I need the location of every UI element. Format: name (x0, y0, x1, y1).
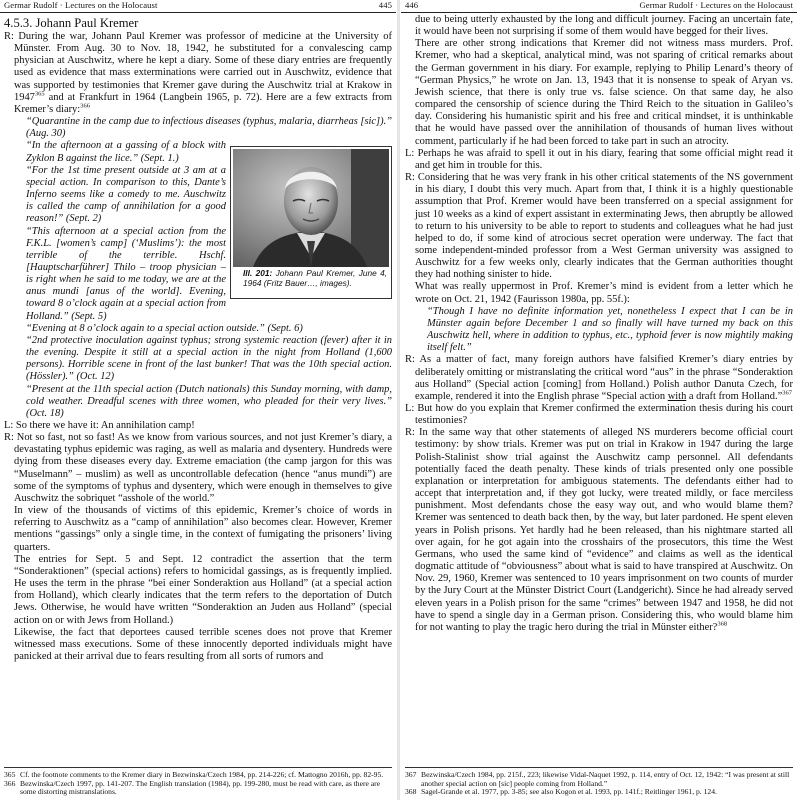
diary-quote: “In the afternoon at a gassing of a block with Zyklon B against the lice.” (Sept. 1.) (26, 140, 226, 164)
right-page-number: 446 (405, 0, 419, 10)
diary-quote: “Present at the 11th special action (Dutch nationals) this Sunday morning, with damp, cold weather. Dreadful scenes with three women, who pleaded for their very lives.” (Oct. 18) (26, 383, 392, 419)
left-page (0, 0, 396, 800)
diary-quote: “For the 1st time present outside at 3 am at a special action. In comparison to this, Dante’s Inferno seems like a comedy to me. Auschwitz is called the camp of annihilation for a good reason!” (Sept. 2) (26, 164, 226, 225)
right-body (405, 14, 793, 800)
right-page (401, 0, 797, 800)
body-paragraph: Likewise, the fact that deportees caused terrible scenes does not prove that Kremer witnessed mass executions. Some of these innocently deported individuals might have panicked at their arrival due to fears resulting from all sorts of rumors and (14, 626, 392, 662)
footnote-ref[interactable]: 366 (80, 102, 90, 110)
figure-caption: Ill. 201: Johann Paul Kremer, June 4, 1964 (Fritz Bauer…, images). (243, 268, 387, 288)
diary-quote: “This afternoon at a special action from the F.K.L. [women’s camp] (‘Muslims’): the most terrible of the terrible. Hschf. [Hauptscharführer] Thilo – troop physician – is right when he said to me today, we are at the anus mundi [anus of the world]. Evening, toward 8 o’clock again at a special action from Holland.” (Sept. 5) (26, 225, 226, 322)
body-paragraph: The entries for Sept. 5 and Sept. 12 contradict the assertion that the term “Sonderaktionen” (special actions) refers to homicidal gassings, as is frequently implied. He uses the term in the phrase “bei einer Sonderaktion aus Holland” (at a special action from Holland), which clearly indicates that the term refers to the deportation of Dutch Jews. Otherwise, he would have written “Sonderaktion an Juden aus Holland” (special action on or with Jews from Holland.) (14, 553, 392, 626)
diary-quote: “Evening at 8 o’clock again to a special action outside.” (Sept. 6) (26, 322, 303, 334)
right-header-title: Germar Rudolf · Lectures on the Holocaust (639, 0, 793, 10)
footnote: 366 Bezwinska/Czech 1997, pp. 141-207. The English translation (1984), pp. 199-280, must be read with care, as there are some distorting mistranslations. (4, 778, 381, 797)
footnote: 367 Bezwinska/Czech 1984, pp. 215f., 223; likewise Vidal-Naquet 1992, p. 114, entry of Oct. 12, 1942: “I was present at still another special action on [sic] people coming from Holland.” (405, 770, 790, 788)
speaker-paragraph: R: During the war, Johann Paul Kremer was professor of medicine at the University of Münster. From Aug. 30 to Nov. 18, 1942, he substituted for a convalescing camp physician at Auschwitz, where he kept a diary. Some of these diary entries are frequently used as evidence that mass exterminations were carried out in Auschwitz, evidence that was supported by testimonies that Kremer gave during the Auschwitz trial at Krakow in 1947$^{365}$ and at Frankfurt in 1964 (Langbein 1965, p. 72). Here are a few extracts from Kremer’s diary:$^{366}$ (4, 31, 392, 115)
diary-quote: “Quarantine in the camp due to infectious diseases (typhus, malaria, diarrheas [sic]).” (Aug. 30) (26, 116, 392, 140)
footnote-ref[interactable]: 367 (782, 389, 792, 397)
book-gutter (397, 0, 400, 800)
portrait-photo (233, 149, 389, 267)
speaker-paragraph: L: So there we have it: An annihilation camp! (4, 420, 195, 431)
footnote-ref[interactable]: 365 (34, 90, 45, 98)
speaker-paragraph: R: In the same way that other statements of alleged NS murderers become official court testimony: by show trials. Kremer was put on trial in Krakow in 1947 during the large Polish-Stalinist show trial against the Auschwitz camp personnel. All defendants potentially faced the death penalty. These kinds of trials presented only one possible explanation or interpretation for ambiguous statements. The defendants either had to accept that interpretation and, if they got lucky, were treated mildly, or face merciless punishment. Most defendants chose the easy way out, and who would blame them? Kremer was sentenced to death back then, by the way, but later pardoned. He spent eleven years in Polish prisons. Yet hardly had he been released, than his nightmare started all over again, for he got again into the crosshairs of the prosecutors, this time the West Germans, who used the same kind of “evidence” and claims as well as the identical dogmatic attitude of “obviousness” about what is said to have transpired at Auschwitz. On Nov. 29, 1960, Kremer was sentenced to 10 years imprisonment on two counts of murder by the Jury Court at the Münster District Court (Landgericht). Since he had already served eleven years in a Polish prison for the same “crimes” between 1947 and 1958, he did not have to spend a single day in a German prison. Considering this, who would blame him for not wanting to play the tragic hero during the trial in Münster either?$^{368}$ (405, 427, 794, 633)
footnote: 368 Sagel-Grande et al. 1977, pp. 3-85; see also Kogon et al. 1993, pp. 141f.; Reitlinger 1961, p. 124. (405, 787, 717, 797)
diary-quote: “2nd protective inoculation against typhus; strong systemic reaction (fever) after it in the evening. Despite it still at a special action in the night from Holland (1,600 persons). Horrible scene in front of the last bunker! That was the 10th special action. (Hössler).” (Oct. 12) (26, 334, 392, 383)
speaker-paragraph: L: Perhaps he was afraid to spell it out in his diary, fearing that some official might read it and get him in trouble for this. (405, 147, 793, 171)
left-page-number: 445 (378, 0, 392, 10)
body-paragraph: due to being utterly exhausted by the long and difficult journey. Facing an uncertain fate, it would have been not surprising if some of them would have begged for their lives. (415, 14, 793, 38)
footnote-ref[interactable]: 368 (717, 620, 728, 628)
speaker-paragraph: R: As a matter of fact, many foreign authors have falsified Kremer’s diary entries by deliberately omitting or mistranslating the critical word “aus” in the phrase “Sonderaktion aus Holland” (Special action [coming] from Holland.) Polish author Danuta Czech, for example, rendered it into the English phrase “Special action with a draft from Holland.”$^{367}$ (405, 354, 793, 402)
portrait-figure (230, 146, 392, 299)
body-paragraph: What was really uppermost in Prof. Kremer’s mind is evident from a letter which he wrote on Oct. 21, 1942 (Faurisson 1980a, pp. 55f.): (415, 281, 793, 305)
speaker-paragraph: L: But how do you explain that Kremer confirmed the extermination thesis during his court testimonies? (405, 403, 793, 427)
body-paragraph: In view of the thousands of victims of this epidemic, Kremer’s choice of words in referring to Auschwitz as a “camp of annihilation” also becomes clear. However, Kremer mentions “gassings” only a single time, in the context of fumigating the prisoners’ living quarters. (14, 505, 392, 553)
left-header-title: Germar Rudolf · Lectures on the Holocaust (4, 0, 158, 10)
left-body (4, 14, 392, 800)
left-running-header (0, 0, 396, 13)
letter-quote: “Though I have no definite information yet, nonetheless I expect that I can be in Münster again before December 1 and so finally will have turned my back on this Auschwitz hell, where in addition to typhus, etc., typhoid fever is now mightily making itself felt.” (427, 305, 793, 354)
section-title: 4.5.3. Johann Paul Kremer (4, 16, 139, 30)
right-footnotes (405, 767, 793, 797)
body-paragraph: There are other strong indications that Kremer did not witness mass murders. Prof. Kremer, who had a skeptical, analytical mind, was not sparing of critical remarks about the German government in his diary. For example, replying to Philip Lenard’s theory of “German Physics,” he wrote on Jan. 13, 1943 that it is nonsense to speak of Aryan vs. Jewish science, that there is only true vs. false science. On that same day, he also compared the censorship of science during the Third Reich to the situation in Galileo’s day. Considering his humanistic spirit and his free and critical mindset, it is unthinkable that he would have passed over the annihilation of thousands of human lives without comment, particularly if he had been forced to take part in such an atrocity. (415, 38, 793, 147)
right-running-header (401, 0, 797, 13)
speaker-paragraph: R: Considering that he was very frank in his other critical statements of the NS government in his diary, I doubt this very much. Apart from that, I think it is a highly questionable assumption that Prof. Kremer would have been transferred on a special assignment for just 10 weeks as a kind of expert assistant in exterminating Jews, then abruptly be allowed to return to his university to be able to report to students and colleagues what he had just helped to do, if some kind of atrocious secret operation were underway. The fact that some independent-minded professor from a West German university was assigned to Auschwitz for a few weeks only, clearly indicates that the German authorities thought they had nothing sinister to hide. (405, 172, 794, 281)
left-footnotes (4, 767, 392, 797)
footnote: 365 Cf. the footnote comments to the Kremer diary in Bezwinska/Czech 1984, pp. 214-226; cf. Mattogno 2016h, pp. 82-95. (4, 770, 384, 780)
speaker-paragraph: R: Not so fast, not so fast! As we know from various sources, and not just Kremer’s diary, a devastating typhus epidemic was raging, as well as malaria and dysentery. Hundreds were dying from these diseases every day. Extreme emaciation (the camp jargon for this was “Muselmann” – muslim) as well as uncontrollable defecation (hence “anus mundi”) are some of the symptoms of typhus and dysentery, which were enough in themselves to give Auschwitz the sobriquet “asshole of the world.” (4, 432, 392, 504)
